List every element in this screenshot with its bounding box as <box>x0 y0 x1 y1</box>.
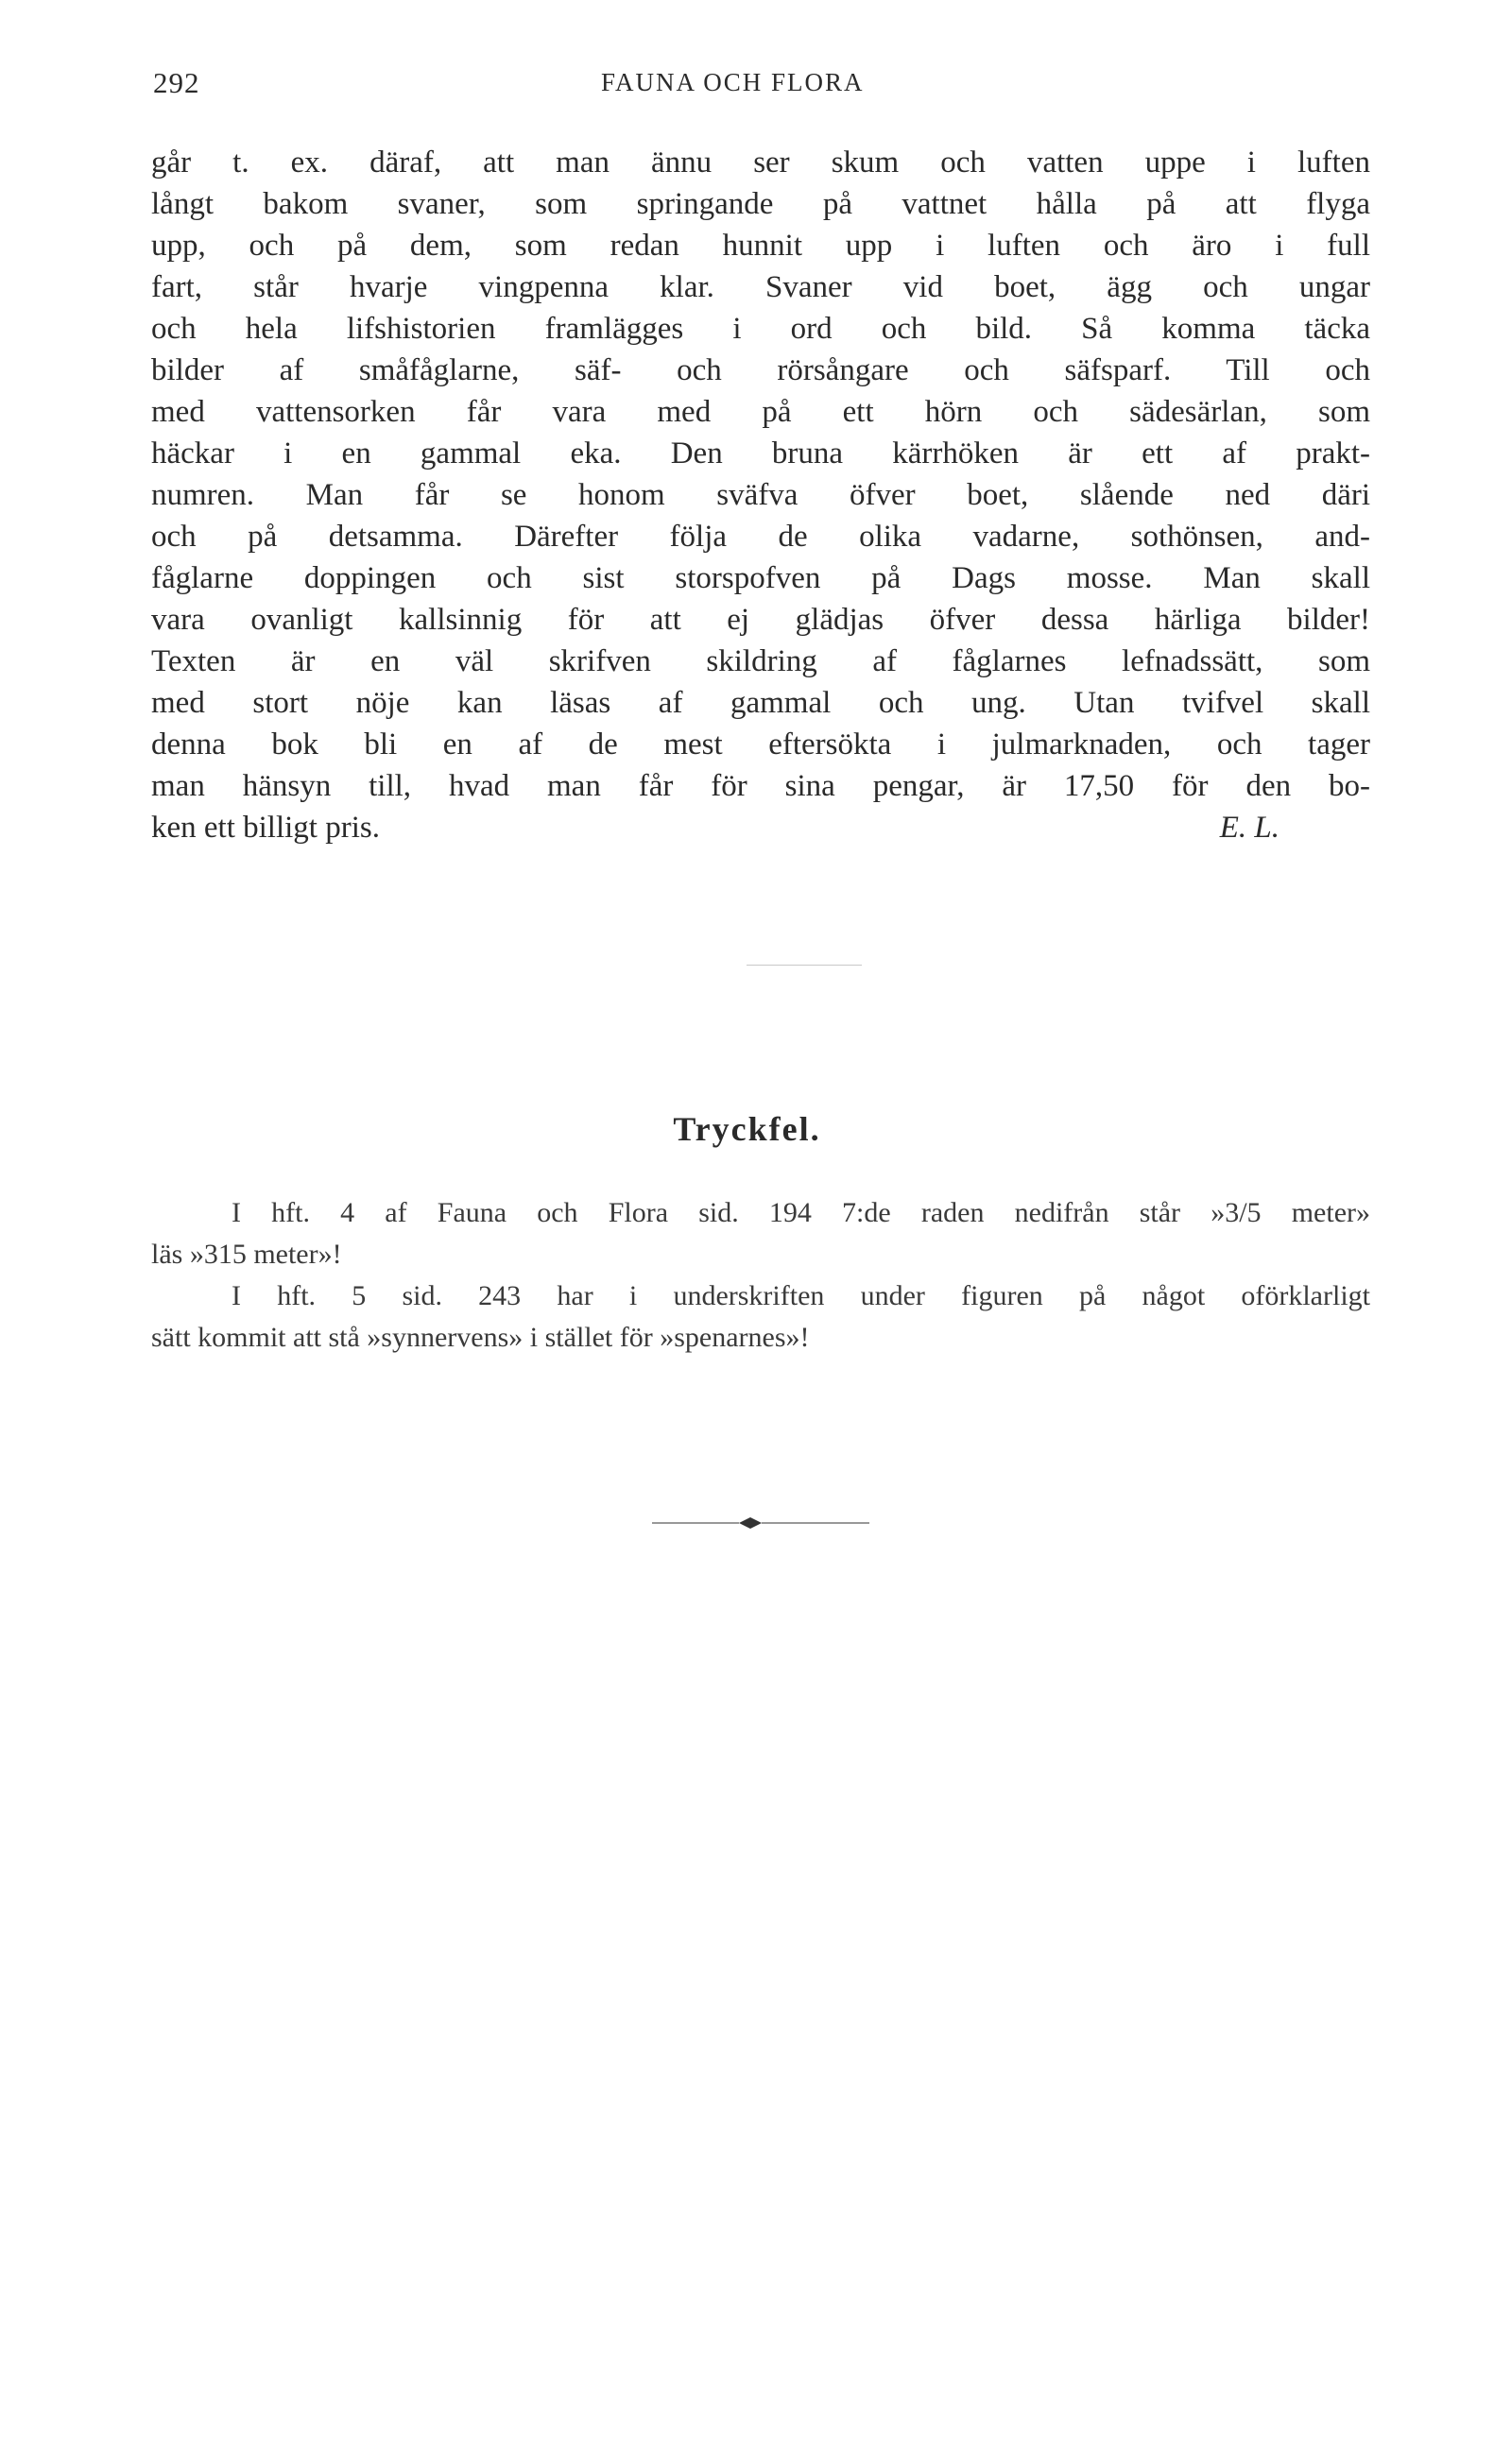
text-line: denna bok bli en af de mest eftersökta i julmarknaden, och tager <box>151 727 1370 761</box>
page-number: 292 <box>153 66 200 99</box>
errata-line: I hft. 4 af Fauna och Flora sid. 194 7:de raden nedifrån står »3/5 meter» <box>232 1197 1370 1228</box>
section-divider <box>747 965 862 966</box>
text-line: Texten är en väl skrifven skildring af fåglarnes lefnadssätt, som <box>151 644 1370 678</box>
text-line: numren. Man får se honom sväfva öfver boet, slående ned däri <box>151 478 1370 512</box>
errata-text <box>151 1192 1370 1359</box>
text-line: häckar i en gammal eka. Den bruna kärrhöken är ett af prakt- <box>151 436 1370 471</box>
text-line: man hänsyn till, hvad man får för sina pengar, är 17,50 för den bo- <box>151 769 1370 803</box>
errata-line: I hft. 5 sid. 243 har i underskriften under figuren på något oförklarligt <box>232 1280 1370 1311</box>
end-ornament <box>652 1514 869 1532</box>
text-line: bilder af småfåglarne, säf- och rörsångare och säfsparf. Till och <box>151 353 1370 387</box>
running-head <box>151 66 1370 104</box>
text-line: med vattensorken får vara med på ett hörn och sädesärlan, som <box>151 395 1370 429</box>
text-line: med stort nöje kan läsas af gammal och ung. Utan tvifvel skall <box>151 686 1370 720</box>
text-line: och på detsamma. Därefter följa de olika vadarne, sothönsen, and- <box>151 520 1370 554</box>
errata-line: sätt kommit att stå »synnervens» i stället för »spenarnes»! <box>151 1322 810 1353</box>
text-line: långt bakom svaner, som springande på vattnet hålla på att flyga <box>151 187 1370 221</box>
text-line: vara ovanligt kallsinnig för att ej glädjas öfver dessa härliga bilder! <box>151 603 1370 637</box>
text-line: fåglarne doppingen och sist storspofven på Dags mosse. Man skall <box>151 561 1370 595</box>
text-line: går t. ex. däraf, att man ännu ser skum och vatten uppe i luften <box>151 145 1370 180</box>
errata-line: läs »315 meter»! <box>151 1239 342 1270</box>
review-text <box>151 142 1370 848</box>
text-line: och hela lifshistorien framlägges i ord och bild. Så komma täcka <box>151 312 1370 346</box>
running-title: FAUNA OCH FLORA <box>601 68 865 96</box>
author-signature: E. L. <box>1219 811 1279 845</box>
last-line-text: ken ett billigt pris. <box>151 811 380 845</box>
text-line: fart, står hvarje vingpenna klar. Svaner vid boet, ägg och ungar <box>151 270 1370 304</box>
text-line: upp, och på dem, som redan hunnit upp i luften och äro i full <box>151 229 1370 263</box>
diamond-icon <box>739 1517 762 1529</box>
text-line-last <box>151 807 1370 848</box>
errata-heading: Tryckfel. <box>673 1110 821 1148</box>
